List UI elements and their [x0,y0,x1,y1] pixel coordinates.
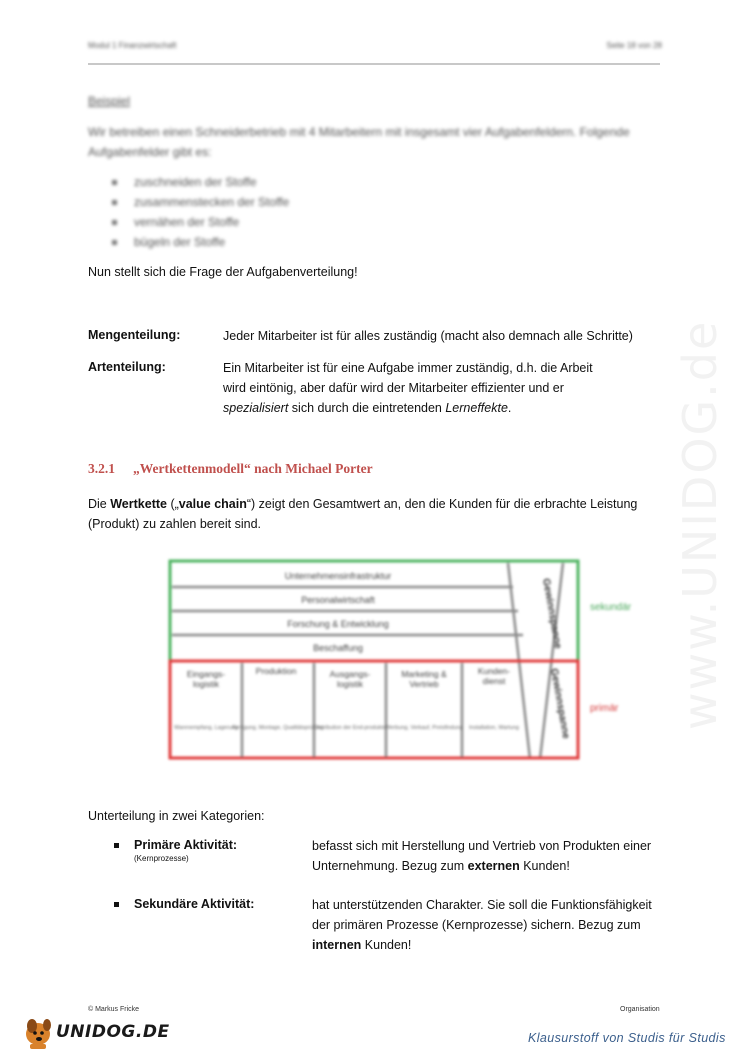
paragraph-text: Die [88,497,111,511]
category-line-text: Kunden! [519,859,570,873]
list-item: bügeln der Stoffe [112,232,289,252]
category-term-primary: Primäre Aktivität: [134,838,238,852]
primary-activity-title: Eingangs- [186,669,226,679]
primary-activity-sub: Installation, Wartung [469,725,519,731]
definition-line [223,398,653,418]
definition-text-mengenteilung: Jeder Mitarbeiter ist für alles zuständig (macht also demnach alle Schritte) [223,329,633,343]
section-number: 3.2.1 [88,461,115,476]
category-line [312,856,672,876]
intro-bullet-list [112,172,289,252]
header-left: Modul 1 Finanzwirtschaft [88,41,177,50]
bold-term: internen [312,938,362,952]
category-line-text: Kunden! [361,938,412,952]
list-item: zusammenstecken der Stoffe [112,192,289,212]
margin-label-top: Gewinnspanne [540,577,564,650]
bullet-square [114,902,119,907]
value-chain-paragraph [88,494,658,534]
logo-text: UNIDOG.DE [56,1022,170,1042]
paragraph-text: “) zeigt den Gesamtwert an, den die Kunden für die erbrachte Leistung [246,497,638,511]
primary-activity-sub: Distribution der End-produkte [314,725,386,731]
category-line: hat unterstützenden Charakter. Sie soll die Funktionsfähigkeit [312,898,652,912]
categories-intro: Unterteilung in zwei Kategorien: [88,809,265,823]
paragraph-text: („ [166,497,179,511]
question-text: Nun stellt sich die Frage der Aufgabenverteilung! [88,265,358,279]
primary-activity-title: logistik [337,679,363,689]
support-row-label: Beschaffung [313,643,363,653]
watermark-text: www.UNIDOG.de [673,319,727,730]
footer-chapter: Organisation [620,1006,660,1013]
definition-term-artenteilung: Artenteilung: [88,360,166,374]
primary-activity-title: logistik [193,679,219,689]
primary-activity-sub: Fertigung, Montage, Qualitätsprüfung [232,725,324,731]
footer-slogan: Klausurstoff von Studis für Studis [528,1031,726,1045]
primary-frame [170,661,578,758]
category-term-secondary: Sekundäre Aktivität: [134,897,255,911]
list-item: zuschneiden der Stoffe [112,172,289,192]
definition-line-text: . [507,401,512,415]
footer-author: © Markus Fricke [88,1006,140,1013]
section-title: „Wertkettenmodell“ nach Michael Porter [133,461,373,476]
primary-activity-title: dienst [482,676,506,686]
emphasis-text: Lerneffekte [445,401,508,415]
support-row-label: Forschung & Entwicklung [287,619,389,629]
category-line-text: Unternehmung. Bezug zum [312,859,468,873]
support-row-label: Unternehmensinfrastruktur [284,571,392,581]
list-item: vernähen der Stoffe [112,212,289,232]
definition-line-text: sich durch die eintretenden [288,401,446,415]
primary-activity-title: Marketing & [401,669,447,679]
category-line: der primären Prozesse (Kernprozesse) sichern. Bezug zum [312,918,641,932]
primary-activity-sub: Warenempfang, Lagerung [174,725,238,731]
paragraph-line [88,494,658,514]
header-right: Seite 18 von 28 [606,41,662,50]
bold-term: externen [467,859,520,873]
category-line: befasst sich mit Herstellung und Vertrieb von Produkten einer [312,839,652,853]
margin-label-bottom: Gewinnspanne [548,667,572,740]
primary-label: primär [590,703,619,714]
primary-activity-title: Kunden- [477,666,511,676]
category-text-primary [312,836,672,876]
value-chain-diagram [168,559,580,761]
intro-paragraph: Wir betreiben einen Schneiderbetrieb mit 4 Mitarbeitern mit insgesamt vier Aufgabenfeldern. Folgende Aufgabenfelder gibt es: [88,125,630,159]
bold-term: Wertkette [110,497,167,511]
secondary-label: sekundär [590,602,632,613]
primary-activity-title: Vertrieb [409,679,439,689]
primary-activity-sub: Werbung, Verkauf, Preisfindung [385,725,463,731]
category-line [312,935,672,955]
paragraph-line: (Produkt) zu zahlen bereit sind. [88,517,262,531]
intro-heading: Beispiel [88,94,131,108]
watermark [648,280,738,740]
category-text-secondary [312,895,672,955]
primary-activity-title: Produktion [255,666,297,676]
bold-term: value chain [178,497,247,511]
header-divider [88,63,660,65]
category-sub-primary: (Kernprozesse) [134,854,189,863]
support-row-label: Personalwirtschaft [301,595,375,605]
definition-line: wird eintönig, aber dafür wird der Mitarbeiter effizienter und er [223,381,564,395]
bullet-square [114,843,119,848]
definition-text-artenteilung [223,358,653,418]
emphasis-text: spezialisiert [223,401,289,415]
definition-term-mengenteilung: Mengenteilung: [88,328,181,342]
primary-activity-title: Ausgangs- [329,669,371,679]
definition-line: Ein Mitarbeiter ist für eine Aufgabe immer zuständig, d.h. die Arbeit [223,361,593,375]
